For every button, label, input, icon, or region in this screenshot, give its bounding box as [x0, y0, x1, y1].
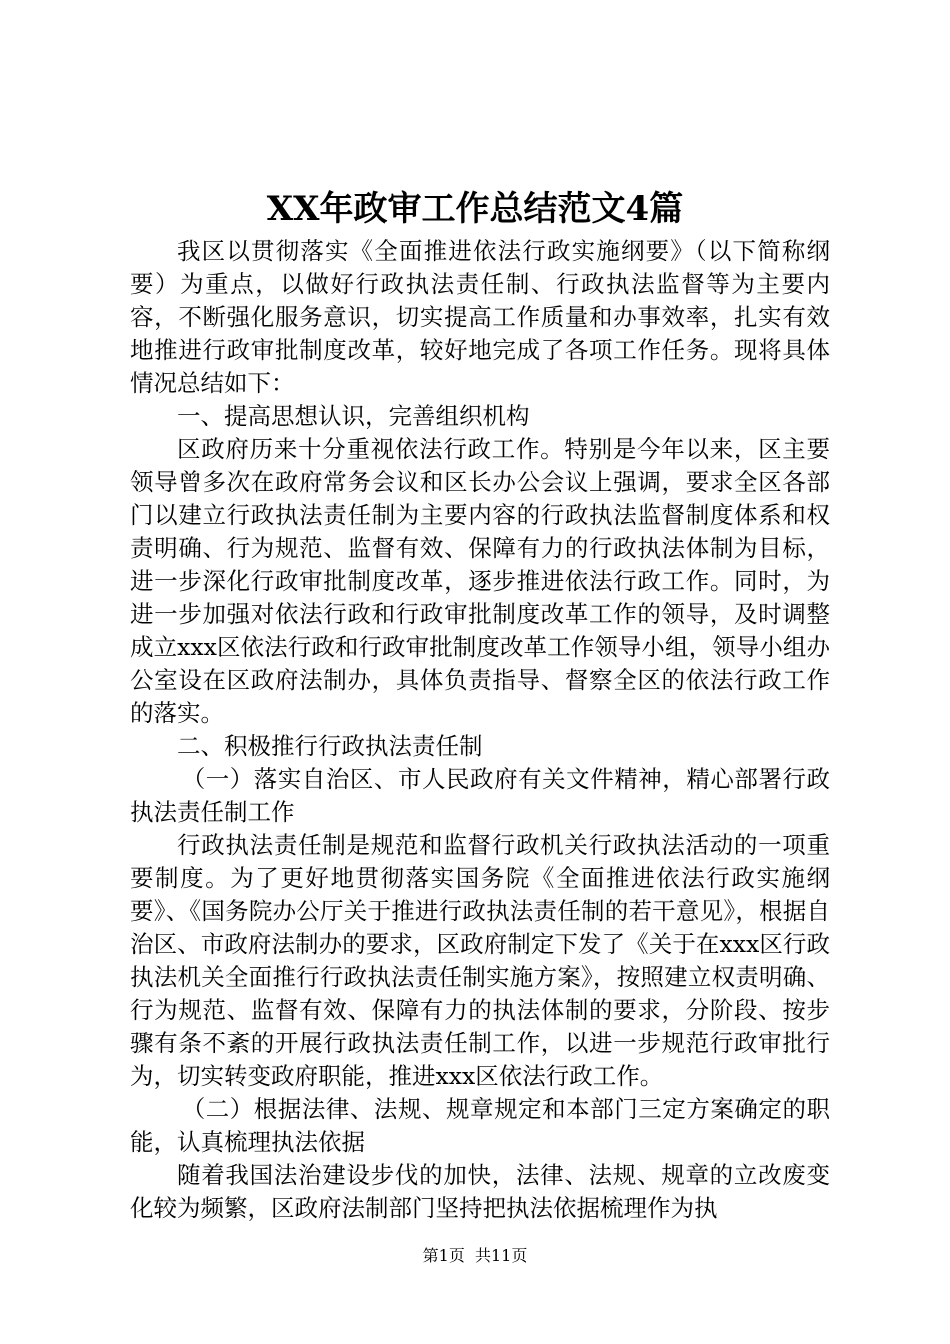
paragraph-intro: 我区以贯彻落实《全面推进依法行政实施纲要》（以下简称纲要）为重点，以做好行政执法责任制、行政执法监督等为主要内容，不断强化服务意识，切实提高工作质量和办事效率，扎实有效地推进行政审批制度改革，较好地完成了各项工作任务。现将具体情况总结如下： [130, 237, 830, 397]
section-heading-1: 一、提高思想认识，完善组织机构 [177, 402, 530, 430]
page-number: 第1页 共11页 [422, 1246, 528, 1265]
document-title: XX年政审工作总结范文4篇 [266, 189, 684, 229]
document-body [130, 235, 830, 1225]
page-footer [0, 1245, 950, 1267]
paragraph-subsection-2: 随着我国法治建设步伐的加快，法律、法规、规章的立改废变化较为频繁，区政府法制部门坚持把执法依据梳理作为执 [130, 1161, 830, 1222]
subsection-heading-1: （一）落实自治区、市人民政府有关文件精神，精心部署行政执法责任制工作 [130, 765, 830, 826]
paragraph-section-1: 区政府历来十分重视依法行政工作。特别是今年以来，区主要领导曾多次在政府常务会议和区长办公会议上强调，要求全区各部门以建立行政执法责任制为主要内容的行政执法监督制度体系和权责明确、行为规范、监督有效、保障有力的行政执法体制为目标，进一步深化行政审批制度改革，逐步推进依法行政工作。同时，为进一步加强对依法行政和行政审批制度改革工作的领导，及时调整成立xxx区依法行政和行政审批制度改革工作领导小组，领导小组办公室设在区政府法制办，具体负责指导、督察全区的依法行政工作的落实。 [130, 435, 830, 727]
section-heading-2: 二、积极推行行政执法责任制 [177, 732, 483, 760]
paragraph-subsection-1: 行政执法责任制是规范和监督行政机关行政执法活动的一项重要制度。为了更好地贯彻落实国务院《全面推进依法行政实施纲要》、《国务院办公厅关于推进行政执法责任制的若干意见》，根据自治区、市政府法制办的要求，区政府制定下发了《关于在xxx区行政执法机关全面推行行政执法责任制实施方案》，按照建立权责明确、行为规范、监督有效、保障有力的执法体制的要求，分阶段、按步骤有条不紊的开展行政执法责任制工作，以进一步规范行政审批行为，切实转变政府职能，推进xxx区依法行政工作。 [130, 831, 830, 1090]
subsection-heading-2: （二）根据法律、法规、规章规定和本部门三定方案确定的职能，认真梳理执法依据 [130, 1095, 830, 1156]
